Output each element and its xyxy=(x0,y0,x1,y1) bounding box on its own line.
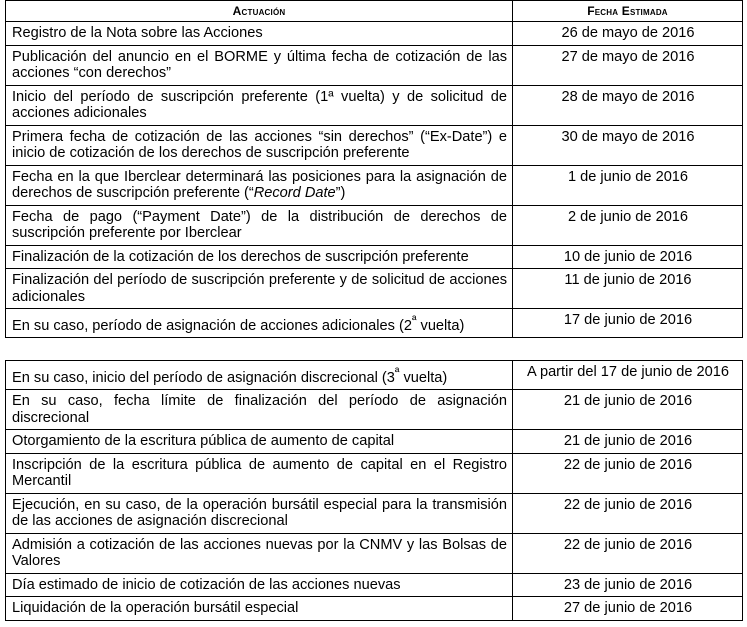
fecha-cell: 10 de junio de 2016 xyxy=(513,245,743,269)
actuacion-cell xyxy=(6,361,513,390)
actuacion-cell: Finalización de la cotización de los derechos de suscripción preferente xyxy=(6,245,513,269)
actuacion-cell: Ejecución, en su caso, de la operación bursátil especial para la transmisión de las acciones de asignación discrecional xyxy=(6,493,513,533)
record-date-term: Record Date xyxy=(253,185,336,201)
actuacion-text-end: vuelta) xyxy=(399,369,448,386)
actuacion-text-end: vuelta) xyxy=(416,317,465,334)
fecha-cell: 1 de junio de 2016 xyxy=(513,165,743,205)
timetable-part-1 xyxy=(5,0,743,338)
fecha-cell: 28 de mayo de 2016 xyxy=(513,85,743,125)
actuacion-cell: Inicio del período de suscripción preferente (1ª vuelta) y de solicitud de acciones adicionales xyxy=(6,85,513,125)
table-row xyxy=(6,453,743,493)
ordinal-superscript: ª xyxy=(394,365,400,379)
table-row xyxy=(6,245,743,269)
fecha-cell: 27 de mayo de 2016 xyxy=(513,45,743,85)
table-row xyxy=(6,597,743,621)
header-fecha-estimada: Fecha Estimada xyxy=(513,1,743,22)
table-row xyxy=(6,493,743,533)
actuacion-cell: Liquidación de la operación bursátil especial xyxy=(6,597,513,621)
table-row xyxy=(6,390,743,430)
fecha-cell: 22 de junio de 2016 xyxy=(513,493,743,533)
header-actuacion: Actuación xyxy=(6,1,513,22)
table-row xyxy=(6,45,743,85)
ordinal-superscript: ª xyxy=(411,313,417,327)
fecha-cell: 26 de mayo de 2016 xyxy=(513,22,743,46)
actuacion-text: Fecha en la que Iberclear determinará las posiciones para la asignación de derechos de suscripción preferente (“ xyxy=(12,168,507,201)
table-row xyxy=(6,361,743,390)
actuacion-cell: Finalización del período de suscripción preferente y de solicitud de acciones adicionales xyxy=(6,269,513,309)
table-row xyxy=(6,533,743,573)
actuacion-text: En su caso, período de asignación de acciones adicionales (2 xyxy=(12,317,412,334)
actuacion-cell: Admisión a cotización de las acciones nuevas por la CNMV y las Bolsas de Valores xyxy=(6,533,513,573)
actuacion-cell xyxy=(6,165,513,205)
table-row xyxy=(6,573,743,597)
actuacion-cell: Publicación del anuncio en el BORME y última fecha de cotización de las acciones “con derechos” xyxy=(6,45,513,85)
fecha-cell: 22 de junio de 2016 xyxy=(513,453,743,493)
fecha-cell: 30 de mayo de 2016 xyxy=(513,125,743,165)
timetable-part-2 xyxy=(5,360,743,621)
actuacion-cell: Fecha de pago (“Payment Date”) de la distribución de derechos de suscripción preferente por Iberclear xyxy=(6,205,513,245)
fecha-cell: 21 de junio de 2016 xyxy=(513,430,743,454)
fecha-cell: A partir del 17 de junio de 2016 xyxy=(513,361,743,390)
fecha-cell: 23 de junio de 2016 xyxy=(513,573,743,597)
actuacion-cell: Otorgamiento de la escritura pública de aumento de capital xyxy=(6,430,513,454)
fecha-cell: 27 de junio de 2016 xyxy=(513,597,743,621)
actuacion-text: En su caso, inicio del período de asignación discrecional (3 xyxy=(12,369,395,386)
actuacion-cell xyxy=(6,309,513,338)
actuacion-text-end: ”) xyxy=(335,185,346,201)
table-row xyxy=(6,269,743,309)
actuacion-cell: Registro de la Nota sobre las Acciones xyxy=(6,22,513,46)
table-row xyxy=(6,85,743,125)
table-row xyxy=(6,309,743,338)
table-row xyxy=(6,430,743,454)
actuacion-cell: En su caso, fecha límite de finalización del período de asignación discrecional xyxy=(6,390,513,430)
actuacion-cell: Primera fecha de cotización de las acciones “sin derechos” (“Ex-Date”) e inicio de cotización de los derechos de suscripción preferente xyxy=(6,125,513,165)
fecha-cell: 11 de junio de 2016 xyxy=(513,269,743,309)
table-row xyxy=(6,125,743,165)
table-row xyxy=(6,205,743,245)
fecha-cell: 2 de junio de 2016 xyxy=(513,205,743,245)
table-header-row xyxy=(6,1,743,22)
actuacion-cell: Día estimado de inicio de cotización de las acciones nuevas xyxy=(6,573,513,597)
table-row xyxy=(6,165,743,205)
fecha-cell: 22 de junio de 2016 xyxy=(513,533,743,573)
fecha-cell: 17 de junio de 2016 xyxy=(513,309,743,338)
table-row xyxy=(6,22,743,46)
actuacion-cell: Inscripción de la escritura pública de aumento de capital en el Registro Mercantil xyxy=(6,453,513,493)
fecha-cell: 21 de junio de 2016 xyxy=(513,390,743,430)
